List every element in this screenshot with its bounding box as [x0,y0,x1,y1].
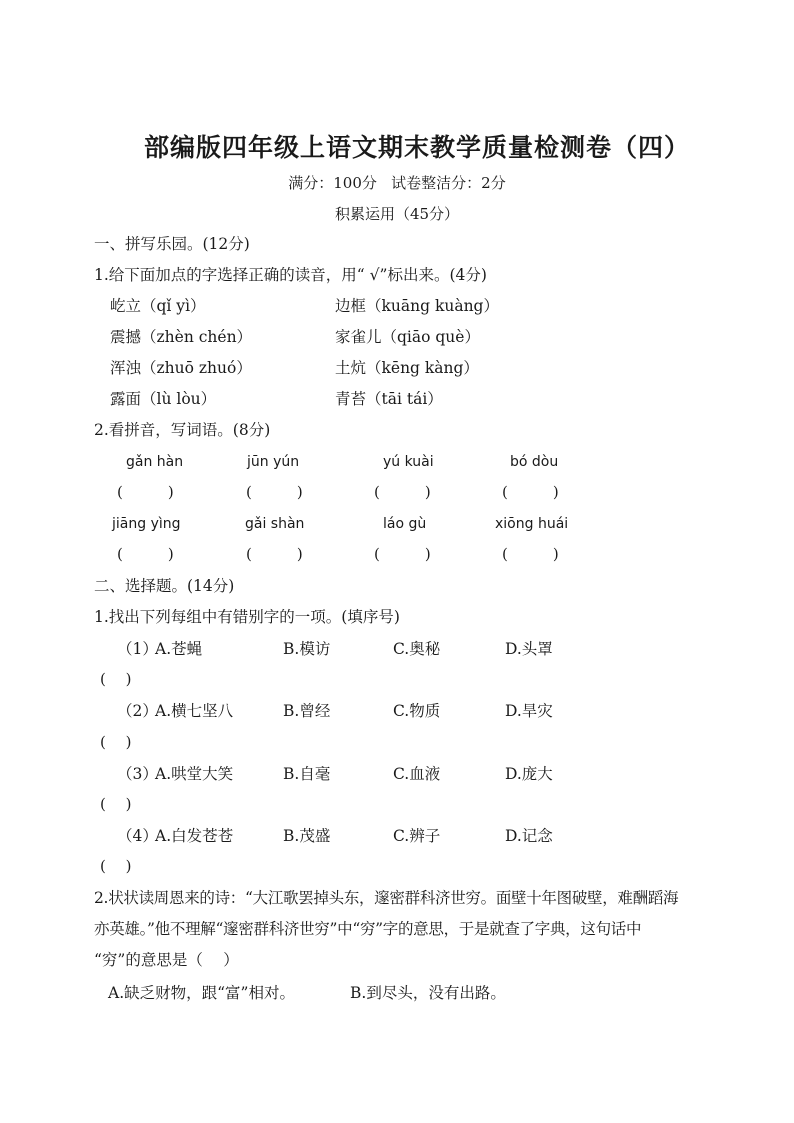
pinyin-label: bó dòu [510,454,559,470]
pinyin-label: gǎi shàn [245,516,305,532]
pinyin-label: yú kuài [383,454,434,470]
part2-q1-prompt: 1.找出下列每组中有错别字的一项。(填序号) [94,608,400,626]
answer-blank[interactable]: ( ) [246,545,303,563]
group-number: （3） [117,765,158,783]
option-d: D.记念 [505,827,553,845]
answer-blank[interactable]: ( ) [117,483,174,501]
answer-blank[interactable]: ( ) [502,545,559,563]
reading-item: 土炕（kēng kàng） [335,359,479,377]
part1-heading: 一、拼写乐园。(12分) [94,235,250,253]
answer-blank[interactable]: ( ) [502,483,559,501]
option-b: B.自毫 [283,765,331,783]
option-d: D.庞大 [505,765,553,783]
option-c: C.血液 [393,765,441,783]
option-a: A.横七坚八 [155,702,234,720]
answer-blank[interactable]: ( ) [246,483,303,501]
reading-item: 露面（lù lòu） [110,390,217,408]
option-b: B.曾经 [283,702,331,720]
answer-blank[interactable]: ( ) [100,670,132,688]
page-title: 部编版四年级上语文期末教学质量检测卷（四） [143,133,690,162]
answer-blank[interactable]: ( ) [117,545,174,563]
pinyin-label: xiōng huái [495,516,569,532]
group-number: （1） [117,640,158,658]
answer-blank[interactable]: ( ) [374,483,431,501]
answer-blank[interactable]: ( ) [374,545,431,563]
option-c: C.物质 [393,702,441,720]
group-number: （4） [117,827,158,845]
pinyin-label: jiāng yìng [112,516,181,532]
part2-q2-line: “穷”的意思是（ ） [94,951,239,969]
option-a: A.白发苍苍 [155,827,234,845]
answer-blank[interactable]: ( ) [100,857,132,875]
pinyin-label: jūn yún [247,454,300,470]
option-a: A.哄堂大笑 [155,765,234,783]
option-d: D.头罩 [505,640,553,658]
part1-q2-prompt: 2.看拼音，写词语。(8分) [94,421,271,439]
option-b: B.茂盛 [283,827,331,845]
option-a: A.苍蝇 [155,640,203,658]
section-heading: 积累运用（45分） [334,205,460,223]
option-c: C.辨子 [393,827,441,845]
part2-q2-line: 2.状状读周恩来的诗：“大江歌罢掉头东，邃密群科济世穷。面壁十年图破壁，难酬蹈海 [94,889,679,907]
option-b: B.模访 [283,640,331,658]
part2-q2-line: 亦英雄。”他不理解“邃密群科济世穷”中“穷”字的意思，于是就查了字典，这句话中 [94,920,642,938]
answer-blank[interactable]: ( ) [100,795,132,813]
part2-heading: 二、选择题。(14分) [94,577,235,595]
option-a: A.缺乏财物，跟“富”相对。 [108,984,295,1002]
reading-item: 浑浊（zhuō zhuó） [110,359,252,377]
score-line: 满分：100分 试卷整洁分：2分 [288,174,506,192]
reading-item: 边框（kuāng kuàng） [335,297,499,315]
reading-item: 家雀儿（qiāo què） [335,328,480,346]
option-c: C.奥秘 [393,640,441,658]
reading-item: 屹立（qǐ yì） [110,297,206,315]
reading-item: 青苔（tāi tái） [335,390,443,408]
pinyin-label: gǎn hàn [126,454,184,470]
option-d: D.旱灾 [505,702,553,720]
pinyin-label: láo gù [383,516,427,532]
reading-item: 震撼（zhèn chén） [110,328,253,346]
option-b: B.到尽头，没有出路。 [350,984,506,1002]
part1-q1-prompt: 1.给下面加点的字选择正确的读音，用“ √”标出来。(4分) [94,266,487,284]
group-number: （2） [117,702,158,720]
answer-blank[interactable]: ( ) [100,733,132,751]
